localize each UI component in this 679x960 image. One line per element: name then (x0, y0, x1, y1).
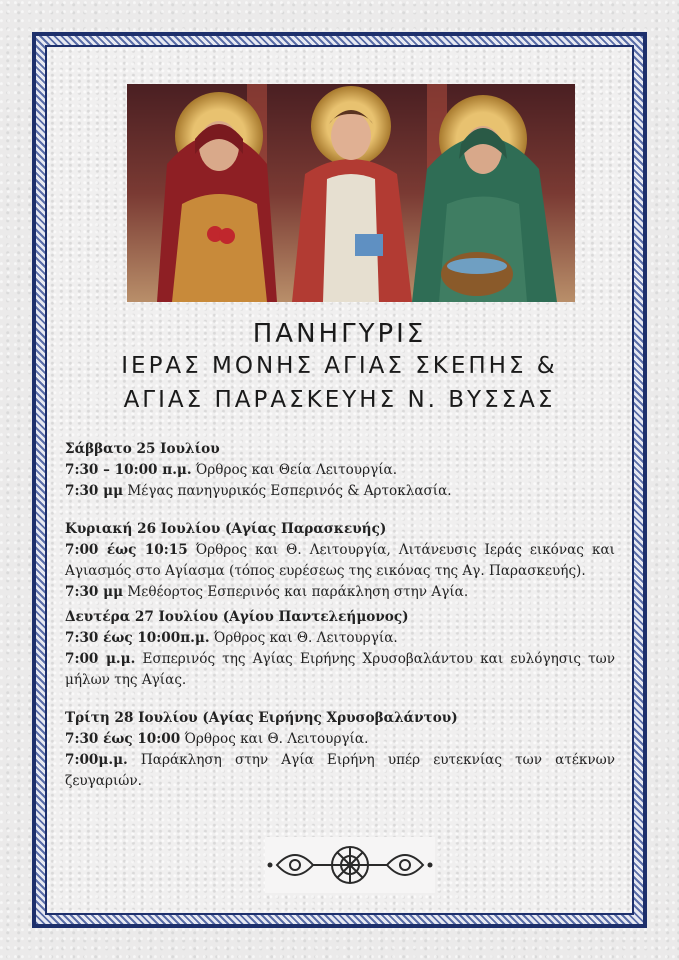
event-time: 7:00 μ.μ. (65, 651, 136, 667)
event-line (65, 729, 615, 750)
event-desc: Όρθρος και Θ. Λειτουργία. (209, 630, 398, 646)
day-heading: Σάββατο 25 Ιουλίου (65, 441, 220, 457)
day-heading: Δευτέρα 27 Ιουλίου (Αγίου Παντελεήμονος) (65, 609, 409, 625)
event-desc: Εσπερινός της Αγίας Ειρήνης Χρυσοβαλάντου και ευλόγησις των μήλων της Αγίας. (65, 651, 615, 688)
byzantine-ornament-icon (265, 837, 435, 893)
event-time: 7:30 – 10:00 π.μ. (65, 462, 192, 478)
title-monastery-line: ΙΕΡΑΣ ΜΟΝΗΣ ΑΓΙΑΣ ΣΚΕΠΗΣ & (121, 353, 558, 379)
event-line (65, 750, 615, 792)
day-heading: Τρίτη 28 Ιουλίου (Αγίας Ειρήνης Χρυσοβαλάντου) (65, 710, 458, 726)
schedule (65, 439, 615, 792)
event-line (65, 481, 615, 502)
event-time: 7:30 μμ (65, 483, 124, 499)
event-time: 7:30 μμ (65, 584, 124, 600)
event-line (65, 649, 615, 691)
event-desc: Μέγας πανηγυρικός Εσπερινός & Αρτοκλασία. (123, 483, 452, 499)
schedule-day (65, 519, 615, 603)
event-line (65, 582, 615, 603)
event-desc: Μεθέορτος Εσπερινός και παράκληση στην Αγία. (123, 584, 469, 600)
schedule-day (65, 708, 615, 792)
event-time: 7:30 έως 10:00π.μ. (65, 630, 210, 646)
event-line (65, 540, 615, 582)
title-panigyris: ΠΑΝΗΓΥΡΙΣ (252, 319, 427, 349)
event-time: 7:30 έως 10:00 (65, 731, 181, 747)
event-desc: Παράκληση στην Αγία Ειρήνη υπέρ ευτεκνίας των ατέκνων ζευγαριών. (65, 752, 615, 789)
event-desc: Όρθρος και Θ. Λειτουργία. (180, 731, 369, 747)
saints-icon-image (127, 84, 575, 302)
decorative-border-frame (32, 32, 647, 928)
schedule-day (65, 439, 615, 502)
event-time: 7:00 έως 10:15 (65, 542, 188, 558)
event-line (65, 628, 615, 649)
title-parish-line: ΑΓΙΑΣ ΠΑΡΑΣΚΕΥΗΣ Ν. ΒΥΣΣΑΣ (123, 387, 556, 413)
day-heading: Κυριακή 26 Ιουλίου (Αγίας Παρασκευής) (65, 521, 387, 537)
event-line (65, 460, 615, 481)
document-panel (45, 45, 634, 915)
schedule-day (65, 607, 615, 691)
event-desc: Όρθρος και Θεία Λειτουργία. (191, 462, 398, 478)
event-time: 7:00μ.μ. (65, 752, 128, 768)
event-desc: Όρθρος και Θ. Λειτουργία, Λιτάνευσις Ιεράς εικόνας και Αγιασμός στο Αγίασμα (τόπος ευρέσεως της εικόνας της Αγ. Παρασκευής). (65, 542, 615, 579)
